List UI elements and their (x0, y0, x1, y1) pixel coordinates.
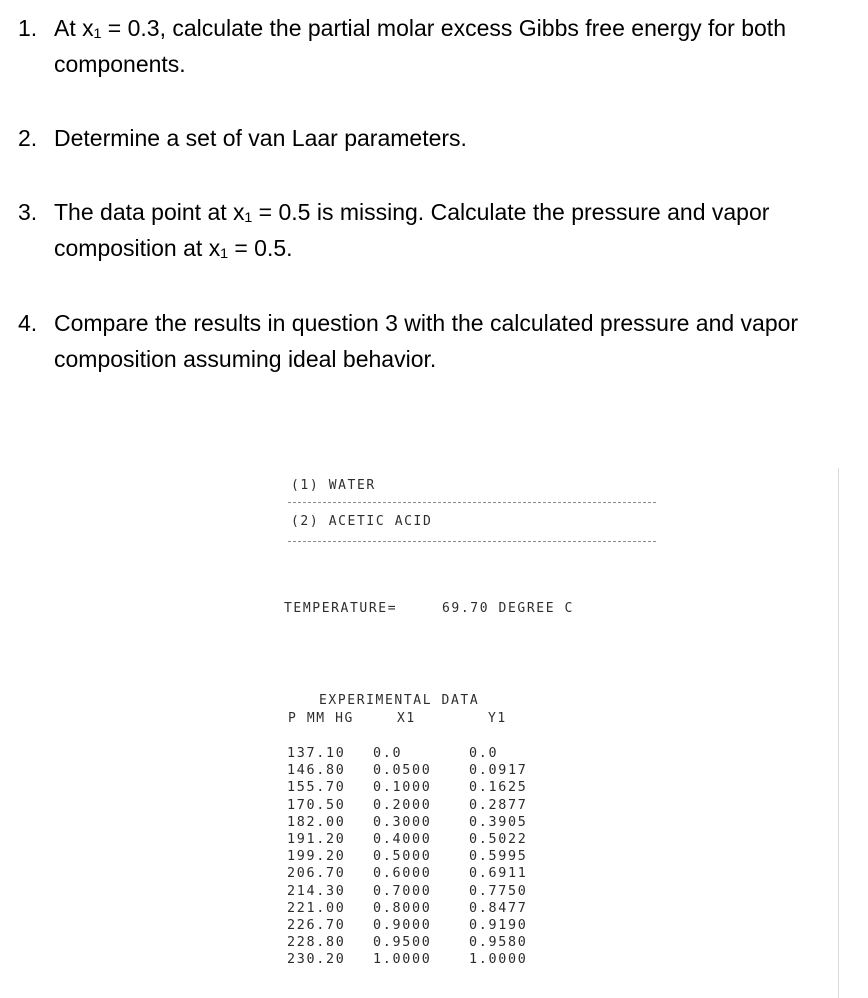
temperature-value: 69.70 DEGREE C (442, 601, 574, 616)
cell-y1: 0.7750 (469, 883, 528, 899)
table-row (287, 883, 559, 900)
cell-y1: 0.0 (469, 746, 499, 761)
question-3-number: 3. (18, 199, 38, 225)
question-2-line-1: Determine a set of van Laar parameters. (54, 125, 467, 151)
cell-pressure: 230.20 (287, 952, 346, 968)
question-3-line-2: composition at x₁ = 0.5. (54, 235, 293, 261)
table-row (287, 934, 559, 951)
cell-x1: 0.9000 (373, 917, 432, 933)
cell-pressure: 226.70 (287, 917, 346, 933)
table-row (287, 900, 559, 917)
cell-y1: 0.0917 (469, 763, 528, 779)
cell-x1: 0.9500 (373, 935, 432, 951)
cell-y1: 0.9580 (469, 935, 528, 951)
cell-x1: 0.0500 (373, 763, 432, 779)
cell-x1: 0.4000 (373, 831, 432, 847)
question-1-line-2: components. (54, 51, 186, 77)
cell-x1: 0.8000 (373, 900, 432, 916)
cell-pressure: 146.80 (287, 763, 346, 779)
cell-x1: 0.6000 (373, 866, 432, 882)
cell-pressure: 155.70 (287, 780, 346, 796)
cell-pressure: 221.00 (287, 900, 346, 916)
cell-x1: 0.7000 (373, 883, 432, 899)
cell-pressure: 191.20 (287, 831, 346, 847)
cell-x1: 0.1000 (373, 780, 432, 796)
cell-x1: 0.3000 (373, 814, 432, 830)
question-4-number: 4. (18, 310, 38, 336)
cell-pressure: 170.50 (287, 797, 346, 813)
question-1-line-1: At x₁ = 0.3, calculate the partial molar excess Gibbs free energy for both (54, 15, 786, 41)
cell-pressure: 228.80 (287, 935, 346, 951)
table-row (287, 745, 559, 762)
header-x1: X1 (397, 711, 416, 726)
question-3-line-1: The data point at x₁ = 0.5 is missing. Calculate the pressure and vapor (54, 199, 770, 225)
question-1-number: 1. (18, 15, 38, 41)
cell-y1: 0.5022 (469, 831, 528, 847)
scan-edge-divider (838, 468, 839, 998)
component-2-label: (2) ACETIC ACID (291, 514, 433, 529)
cell-y1: 0.6911 (469, 866, 528, 882)
cell-x1: 1.0000 (373, 952, 432, 968)
cell-y1: 0.2877 (469, 797, 528, 813)
table-row (287, 917, 559, 934)
cell-pressure: 214.30 (287, 883, 346, 899)
cell-pressure: 137.10 (287, 746, 346, 761)
table-row (287, 865, 559, 882)
cell-x1: 0.0 (373, 746, 403, 761)
cell-pressure: 199.20 (287, 849, 346, 865)
cell-y1: 0.9190 (469, 917, 528, 933)
cell-x1: 0.5000 (373, 849, 432, 865)
cell-y1: 0.3905 (469, 814, 528, 830)
question-4-line-2: composition assuming ideal behavior. (54, 346, 437, 372)
question-2-number: 2. (18, 125, 38, 151)
data-table (287, 745, 559, 968)
table-row (287, 831, 559, 848)
header-pressure: P MM HG (288, 711, 354, 726)
table-row (287, 762, 559, 779)
table-row (287, 848, 559, 865)
dashed-divider-2 (288, 541, 656, 542)
table-row (287, 779, 559, 796)
table-row (287, 814, 559, 831)
table-row (287, 797, 559, 814)
table-row (287, 951, 559, 968)
dashed-divider-1 (288, 502, 656, 503)
header-y1: Y1 (488, 711, 507, 726)
cell-pressure: 182.00 (287, 814, 346, 830)
cell-y1: 0.5995 (469, 849, 528, 865)
question-4-line-1: Compare the results in question 3 with the calculated pressure and vapor (54, 310, 799, 336)
cell-x1: 0.2000 (373, 797, 432, 813)
cell-y1: 1.0000 (469, 952, 528, 968)
cell-pressure: 206.70 (287, 866, 346, 882)
data-title: EXPERIMENTAL DATA (319, 693, 480, 708)
cell-y1: 0.1625 (469, 780, 528, 796)
temperature-label: TEMPERATURE= (284, 601, 398, 616)
cell-y1: 0.8477 (469, 900, 528, 916)
component-1-label: (1) WATER (291, 478, 376, 493)
